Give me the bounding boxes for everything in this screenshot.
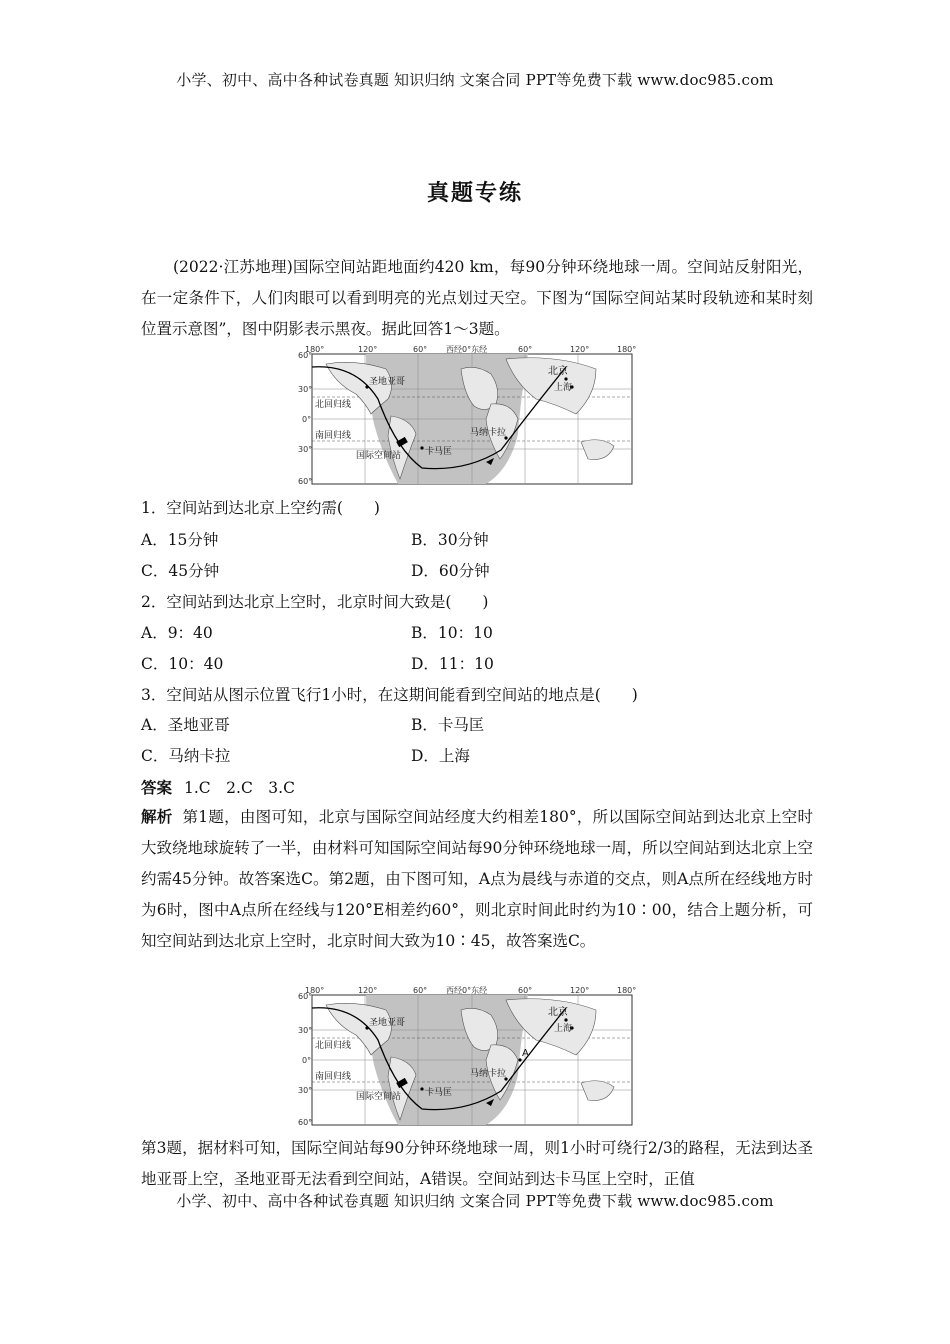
question-3-stem: 3．空间站从图示位置飞行1小时，在这期间能看到空间站的地点是( ) <box>141 686 638 704</box>
place-beijing: 北京 <box>548 1007 568 1018</box>
page-title: 真题专练 <box>426 180 523 206</box>
map-lat-label: 30° <box>298 445 313 454</box>
map-lat-label: 60° <box>298 351 313 360</box>
question-1-stem: 1．空间站到达北京上空约需( ) <box>141 499 380 517</box>
place-kamaguey: 卡马匡 <box>425 447 453 457</box>
map-top-label: 180° <box>617 345 636 354</box>
place-manakala: 马纳卡拉 <box>470 1069 507 1079</box>
map-top-label: 120° <box>570 986 590 995</box>
question-2-option-a: A．9：40 <box>141 624 213 642</box>
iss-track-map <box>296 344 636 486</box>
place-kamaguey: 卡马匡 <box>425 1088 453 1098</box>
tropic-south-label: 南回归线 <box>315 431 352 441</box>
question-1-option-a: A．15分钟 <box>141 531 219 549</box>
question-2-option-d: D．11：10 <box>411 655 494 673</box>
question-1-option-c: C．45分钟 <box>141 562 220 580</box>
tropic-north-label: 北回归线 <box>315 1041 352 1051</box>
question-3-option-b: B．卡马匡 <box>411 716 485 734</box>
map-lat-label: 30° <box>298 1026 313 1035</box>
question-3-option-c: C．马纳卡拉 <box>141 747 231 765</box>
map-lat-label: 60° <box>298 1118 313 1127</box>
map-top-label: 120° <box>358 345 378 354</box>
place-san-diego: 圣地亚哥 <box>369 1018 406 1028</box>
place-manakala: 马纳卡拉 <box>470 428 507 438</box>
place-iss: 国际空间站 <box>356 451 402 461</box>
place-shanghai: 上海 <box>554 1024 573 1034</box>
place-iss: 国际空间站 <box>356 1092 402 1102</box>
map-top-label: 60° <box>518 345 533 354</box>
place-san-diego: 圣地亚哥 <box>369 377 406 387</box>
place-beijing: 北京 <box>548 366 568 377</box>
page-footer: 小学、初中、高中各种试卷真题 知识归纳 文案合同 PPT等免费下载 www.doc985.com <box>176 1192 774 1210</box>
iss-track-map-with-a <box>296 985 636 1127</box>
tropic-north-label: 北回归线 <box>315 400 352 410</box>
iss-map-svg-2 <box>296 985 636 1127</box>
map-top-label: 60° <box>413 345 428 354</box>
analysis-q3-paragraph: 第3题，据材料可知，国际空间站每90分钟环绕地球一周，则1小时可绕行2/3的路程，无法到达圣地亚哥上空，圣地亚哥无法看到空间站，A错误。空间站到达卡马匡上空时，正值 <box>141 1139 813 1188</box>
iss-map-svg-1 <box>296 344 636 486</box>
map-lat-label: 30° <box>298 385 313 394</box>
question-3-option-d: D．上海 <box>411 747 470 765</box>
map-top-label: 180° <box>305 345 325 354</box>
map-top-label: 120° <box>570 345 590 354</box>
answer-line <box>141 776 295 798</box>
analysis-paragraph <box>141 801 813 957</box>
map-top-label: 西经0°东经 <box>446 986 488 995</box>
map-lat-label: 60° <box>298 992 313 1001</box>
place-shanghai: 上海 <box>554 383 573 393</box>
question-1-option-d: D．60分钟 <box>411 562 490 580</box>
question-2-stem: 2．空间站到达北京上空时，北京时间大致是( ) <box>141 593 489 611</box>
analysis-text: 第1题，由图可知，北京与国际空间站经度大约相差180°，所以国际空间站到达北京上空时大致绕地球旋转了一半，由材料可知国际空间站每90分钟环绕地球一周，所以空间站到达北京上空约需45分钟。故答案选C。第2题，由下图可知，A点为晨线与赤道的交点，则A点所在经线地方时为6时，图中A点所在经线与120°E相差约60°，则北京时间此时约为10∶00，结合上题分析，可知空间站到达北京上空时，北京时间大致为10∶45，故答案选C。 <box>141 808 813 950</box>
question-3-option-a: A．圣地亚哥 <box>141 716 230 734</box>
page-header: 小学、初中、高中各种试卷真题 知识归纳 文案合同 PPT等免费下载 www.doc985.com <box>176 71 774 89</box>
map-top-label: 西经0°东经 <box>446 345 488 354</box>
question-2-option-c: C．10：40 <box>141 655 224 673</box>
map-lat-label: 0° <box>302 1056 312 1065</box>
map-lat-label: 30° <box>298 1086 313 1095</box>
map-top-label: 180° <box>305 986 325 995</box>
answer-text: 1.C 2.C 3.C <box>184 779 295 797</box>
map-lat-label: 0° <box>302 415 312 424</box>
question-2-option-b: B．10：10 <box>411 624 493 642</box>
answer-label: 答案 <box>141 778 173 797</box>
map-top-label: 60° <box>518 986 533 995</box>
question-intro: (2022·江苏地理)国际空间站距地面约420 km，每90分钟环绕地球一周。空间站反射阳光，在一定条件下，人们肉眼可以看到明亮的光点划过天空。下图为“国际空间站某时段轨迹和某时刻位置示意图”，图中阴影表示黑夜。据此回答1～3题。 <box>141 258 813 338</box>
map-lat-label: 60° <box>298 477 313 486</box>
map-top-label: 120° <box>358 986 378 995</box>
question-1-option-b: B．30分钟 <box>411 531 489 549</box>
point-a-label: A <box>522 1048 529 1059</box>
map-top-label: 180° <box>617 986 636 995</box>
tropic-south-label: 南回归线 <box>315 1072 352 1082</box>
analysis-label: 解析 <box>141 807 173 826</box>
map-top-label: 60° <box>413 986 428 995</box>
